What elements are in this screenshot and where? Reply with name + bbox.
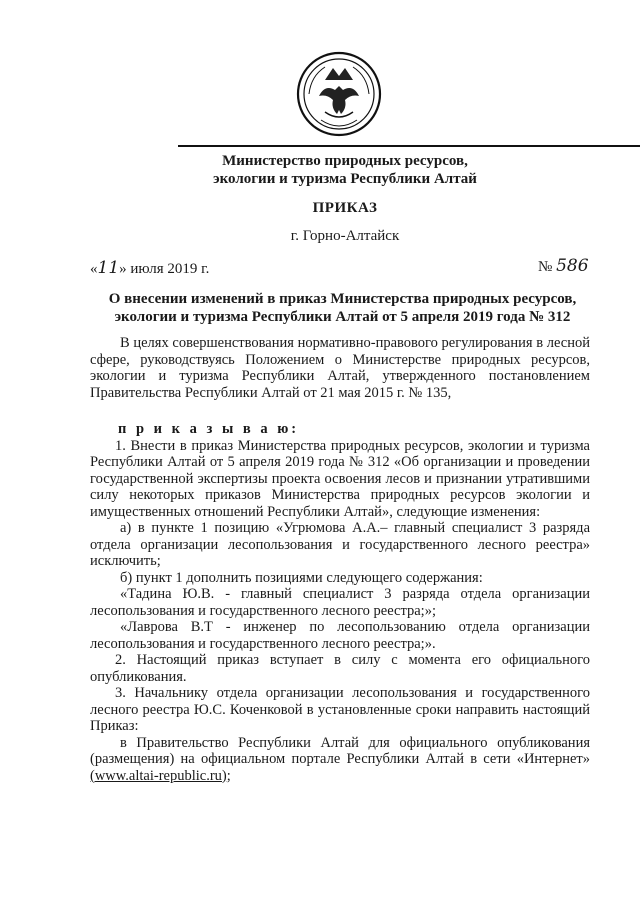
paragraph-1: 1. Внести в приказ Министерства природных ресурсов, экологии и туризма Республики Алтай от 5 апреля 2019 года № 312 «Об организации и проведении государственной экспертизы проекта освоения лесов и признании утратившими силу некоторых приказов Министерства природных ресурсов экологии и имущественных отношений Республики Алтай», следующие изменения: <box>90 437 590 520</box>
order-date <box>90 258 209 278</box>
number-label: № <box>538 259 553 275</box>
paragraph-3a-end: ; <box>226 767 231 784</box>
header-rule <box>178 145 640 147</box>
date-rest: » июля 2019 г. <box>119 261 210 277</box>
order-subject <box>95 290 590 326</box>
paragraph-1b-item-2: «Лаврова В.Т - инженер по лесопользованию отдела организации лесопользования и государственного лесного реестра;». <box>90 619 590 652</box>
number-value-handwritten: 586 <box>556 256 589 276</box>
coat-of-arms-icon <box>295 50 383 138</box>
paragraph-3: 3. Начальнику отдела организации лесопользования и государственного лесного реестра Ю.С. Коченковой в установленные сроки направить настоящий Приказ: <box>90 685 590 734</box>
paragraph-1a: а) в пункте 1 позицию «Угрюмова А.А.– главный специалист 3 разряда отдела организации лесопользования и государственного лесного реестра» исключить; <box>90 520 590 569</box>
paragraph-1b: б) пункт 1 дополнить позициями следующего содержания: <box>120 569 483 586</box>
document-type: ПРИКАЗ <box>312 200 378 216</box>
subject-line-2: экологии и туризма Республики Алтай от 5 апреля 2019 года № 312 <box>114 309 571 325</box>
decree-word: п р и к а з ы в а ю: <box>118 421 300 437</box>
preamble: В целях совершенствования нормативно-правового регулирования в лесной сфере, руководствуясь Положением о Министерстве природных ресурсов, экологии и туризма Республики Алтай, утвержденного постановлением Правительства Республики Алтай от 21 мая 2015 г. № 135, <box>90 335 590 401</box>
date-day-handwritten: 11 <box>97 258 120 278</box>
paragraph-3a-text: в Правительство Республики Алтай для официального опубликования (размещения) на официальном портале Республики Алтай в сети «Интернет» <box>90 734 590 767</box>
subject-line-1: О внесении изменений в приказ Министерства природных ресурсов, <box>108 291 577 307</box>
portal-link[interactable]: (www.altai-republic.ru) <box>90 767 227 784</box>
paragraph-1b-item-1: «Тадина Ю.В. - главный специалист 3 разряда отдела организации лесопользования и государственного лесного реестра;»; <box>90 586 590 619</box>
order-body <box>90 335 590 784</box>
city: г. Горно-Алтайск <box>290 228 400 244</box>
paragraph-3a <box>90 735 590 785</box>
ministry-name <box>180 152 510 188</box>
ministry-line-2: экологии и туризма Республики Алтай <box>213 171 477 187</box>
paragraph-2: 2. Настоящий приказ вступает в силу с момента его официального опубликования. <box>90 652 590 685</box>
order-number <box>538 256 589 276</box>
date-open-quote: « <box>90 261 98 277</box>
ministry-line-1: Министерство природных ресурсов, <box>222 153 468 169</box>
